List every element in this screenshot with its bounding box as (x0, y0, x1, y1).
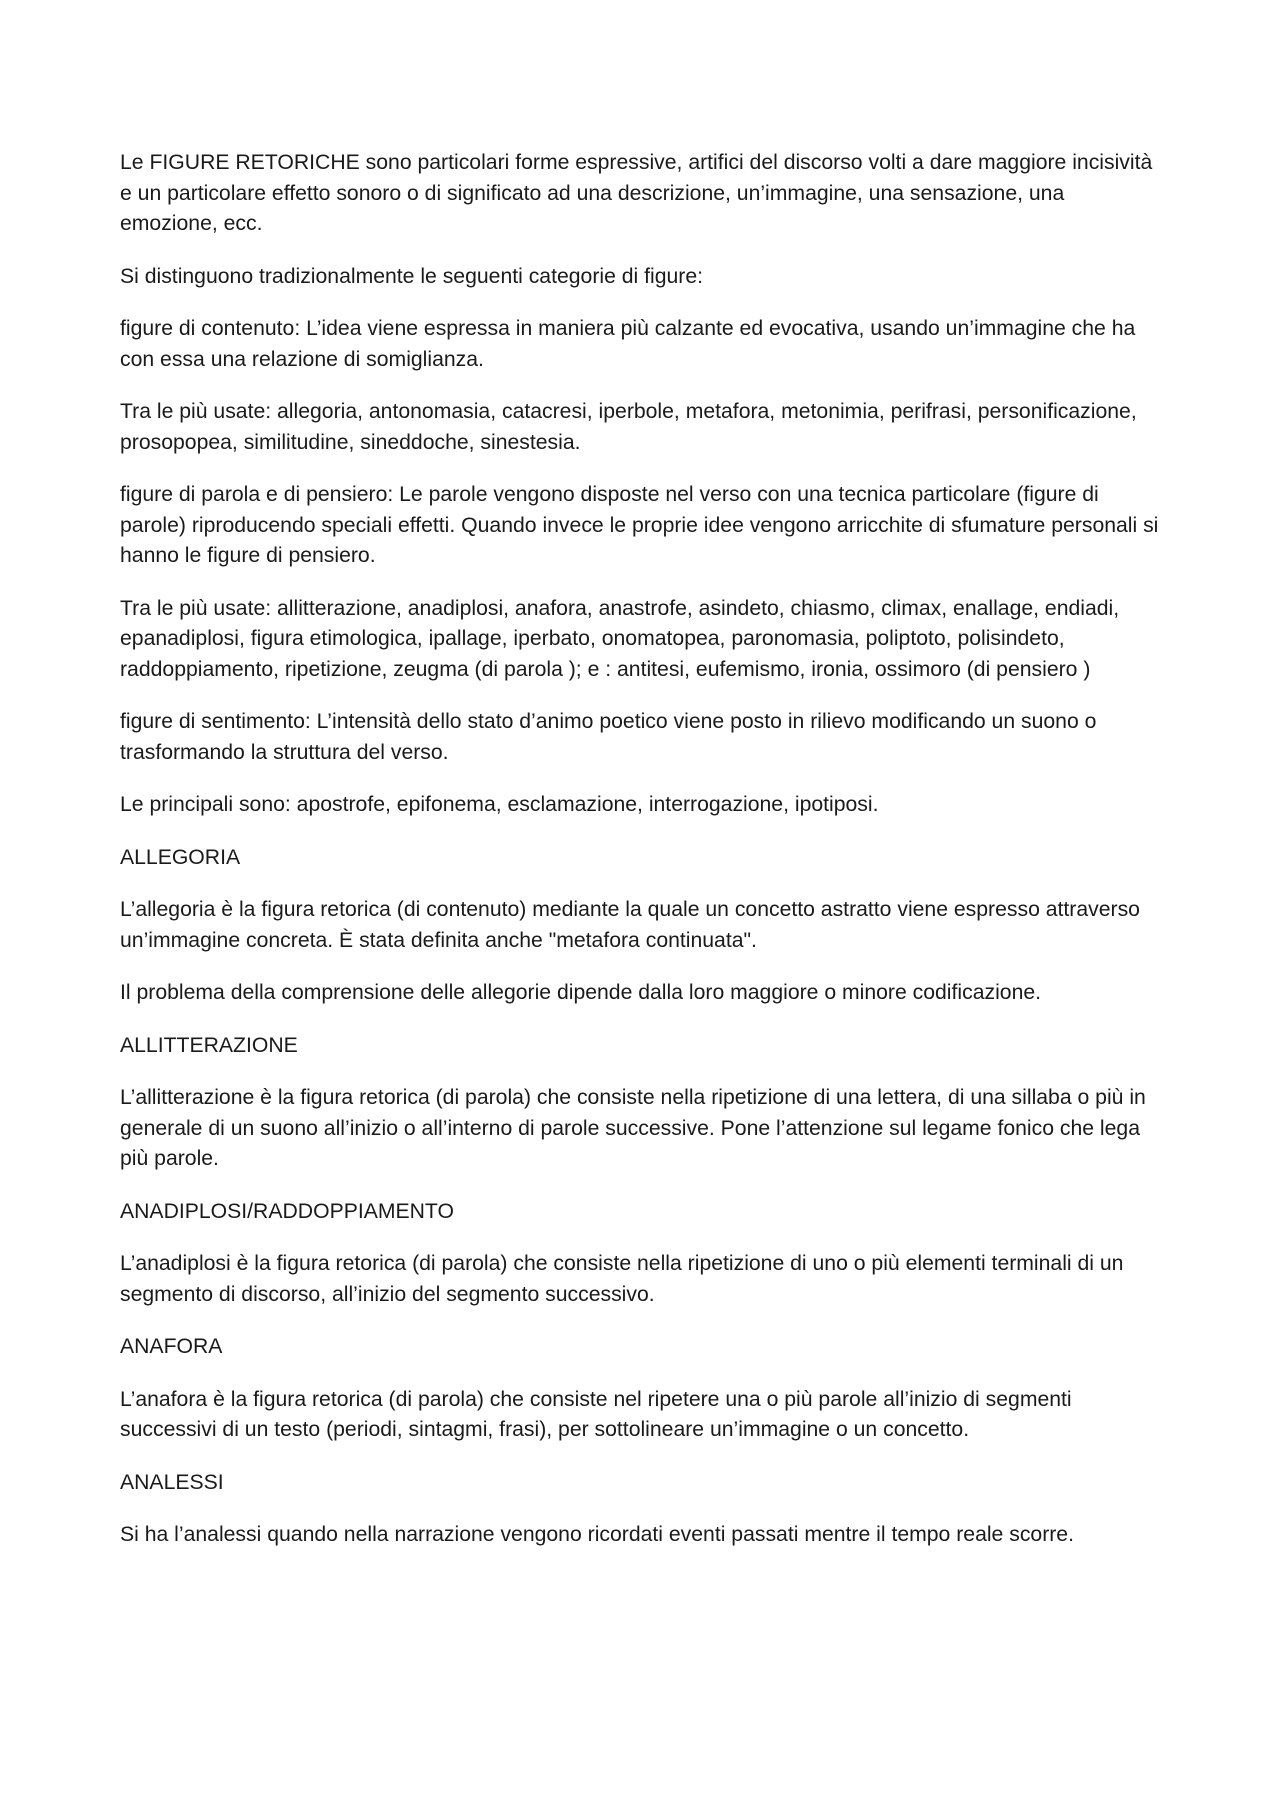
paragraph-anafora-definition: L’anafora è la figura retorica (di parola) che consiste nel ripetere una o più parole all’inizio di segmenti successivi di un testo (periodi, sintagmi, frasi), per sottolineare un’immagine o un concetto. (120, 1387, 1072, 1441)
document-page (120, 148, 1160, 1573)
paragraph-allitterazione-definition: L’allitterazione è la figura retorica (di parola) che consiste nella ripetizione di una lettera, di una sillaba o più in generale di un suono all’inizio o all’interno di parole successive. Pone l’attenzione sul legame fonico che lega più parole. (120, 1086, 1146, 1170)
paragraph-figure-sentimento: figure di sentimento: L’intensità dello stato d’animo poetico viene posto in rilievo modificando un suono o trasformando la struttura del verso. (120, 710, 1097, 764)
paragraph-figure-parola-pensiero: figure di parola e di pensiero: Le parole vengono disposte nel verso con una tecnica particolare (figure di parole) riproducendo speciali effetti. Quando invece le proprie idee vengono arricchite di sfumature personali si hanno le figure di pensiero. (120, 483, 1159, 567)
paragraph-intro: Le FIGURE RETORICHE sono particolari forme espressive, artifici del discorso volti a dare maggiore incisività e un particolare effetto sonoro o di significato ad una descrizione, un’immagine, una sensazione, una emozione, ecc. (120, 151, 1153, 235)
paragraph-allegoria-note: Il problema della comprensione delle allegorie dipende dalla loro maggiore o minore codificazione. (120, 981, 1042, 1004)
paragraph-contenuto-list: Tra le più usate: allegoria, antonomasia, catacresi, iperbole, metafora, metonimia, perifrasi, personificazione, prosopopea, similitudine, sineddoche, sinestesia. (120, 400, 1137, 454)
paragraph-sentimento-list: Le principali sono: apostrofe, epifonema, esclamazione, interrogazione, ipotiposi. (120, 793, 879, 816)
paragraph-anadiplosi-definition: L’anadiplosi è la figura retorica (di parola) che consiste nella ripetizione di uno o più elementi terminali di un segmento di discorso, all’inizio del segmento successivo. (120, 1252, 1124, 1306)
heading-analessi: ANALESSI (120, 1470, 224, 1494)
paragraph-figure-contenuto: figure di contenuto: L’idea viene espressa in maniera più calzante ed evocativa, usando un’immagine che ha con essa una relazione di somiglianza. (120, 317, 1136, 371)
paragraph-analessi-definition: Si ha l’analessi quando nella narrazione vengono ricordati eventi passati mentre il tempo reale scorre. (120, 1523, 1074, 1546)
paragraph-allegoria-definition: L’allegoria è la figura retorica (di contenuto) mediante la quale un concetto astratto viene espresso attraverso un’immagine concreta. È stata definita anche "metafora continuata". (120, 898, 1140, 952)
heading-anadiplosi: ANADIPLOSI/RADDOPPIAMENTO (120, 1199, 454, 1223)
heading-allegoria: ALLEGORIA (120, 845, 241, 869)
paragraph-parola-list: Tra le più usate: allitterazione, anadiplosi, anafora, anastrofe, asindeto, chiasmo, climax, enallage, endiadi, epanadiplosi, figura etimologica, ipallage, iperbato, onomatopea, paronomasia, poliptoto, polisindeto, raddoppiamento, ripetizione, zeugma (di parola ); e : antitesi, eufemismo, ironia, ossimoro (di pensiero ) (120, 596, 1120, 681)
heading-anafora: ANAFORA (120, 1335, 223, 1358)
heading-allitterazione: ALLITTERAZIONE (120, 1033, 298, 1057)
paragraph-categories: Si distinguono tradizionalmente le seguenti categorie di figure: (120, 264, 704, 288)
